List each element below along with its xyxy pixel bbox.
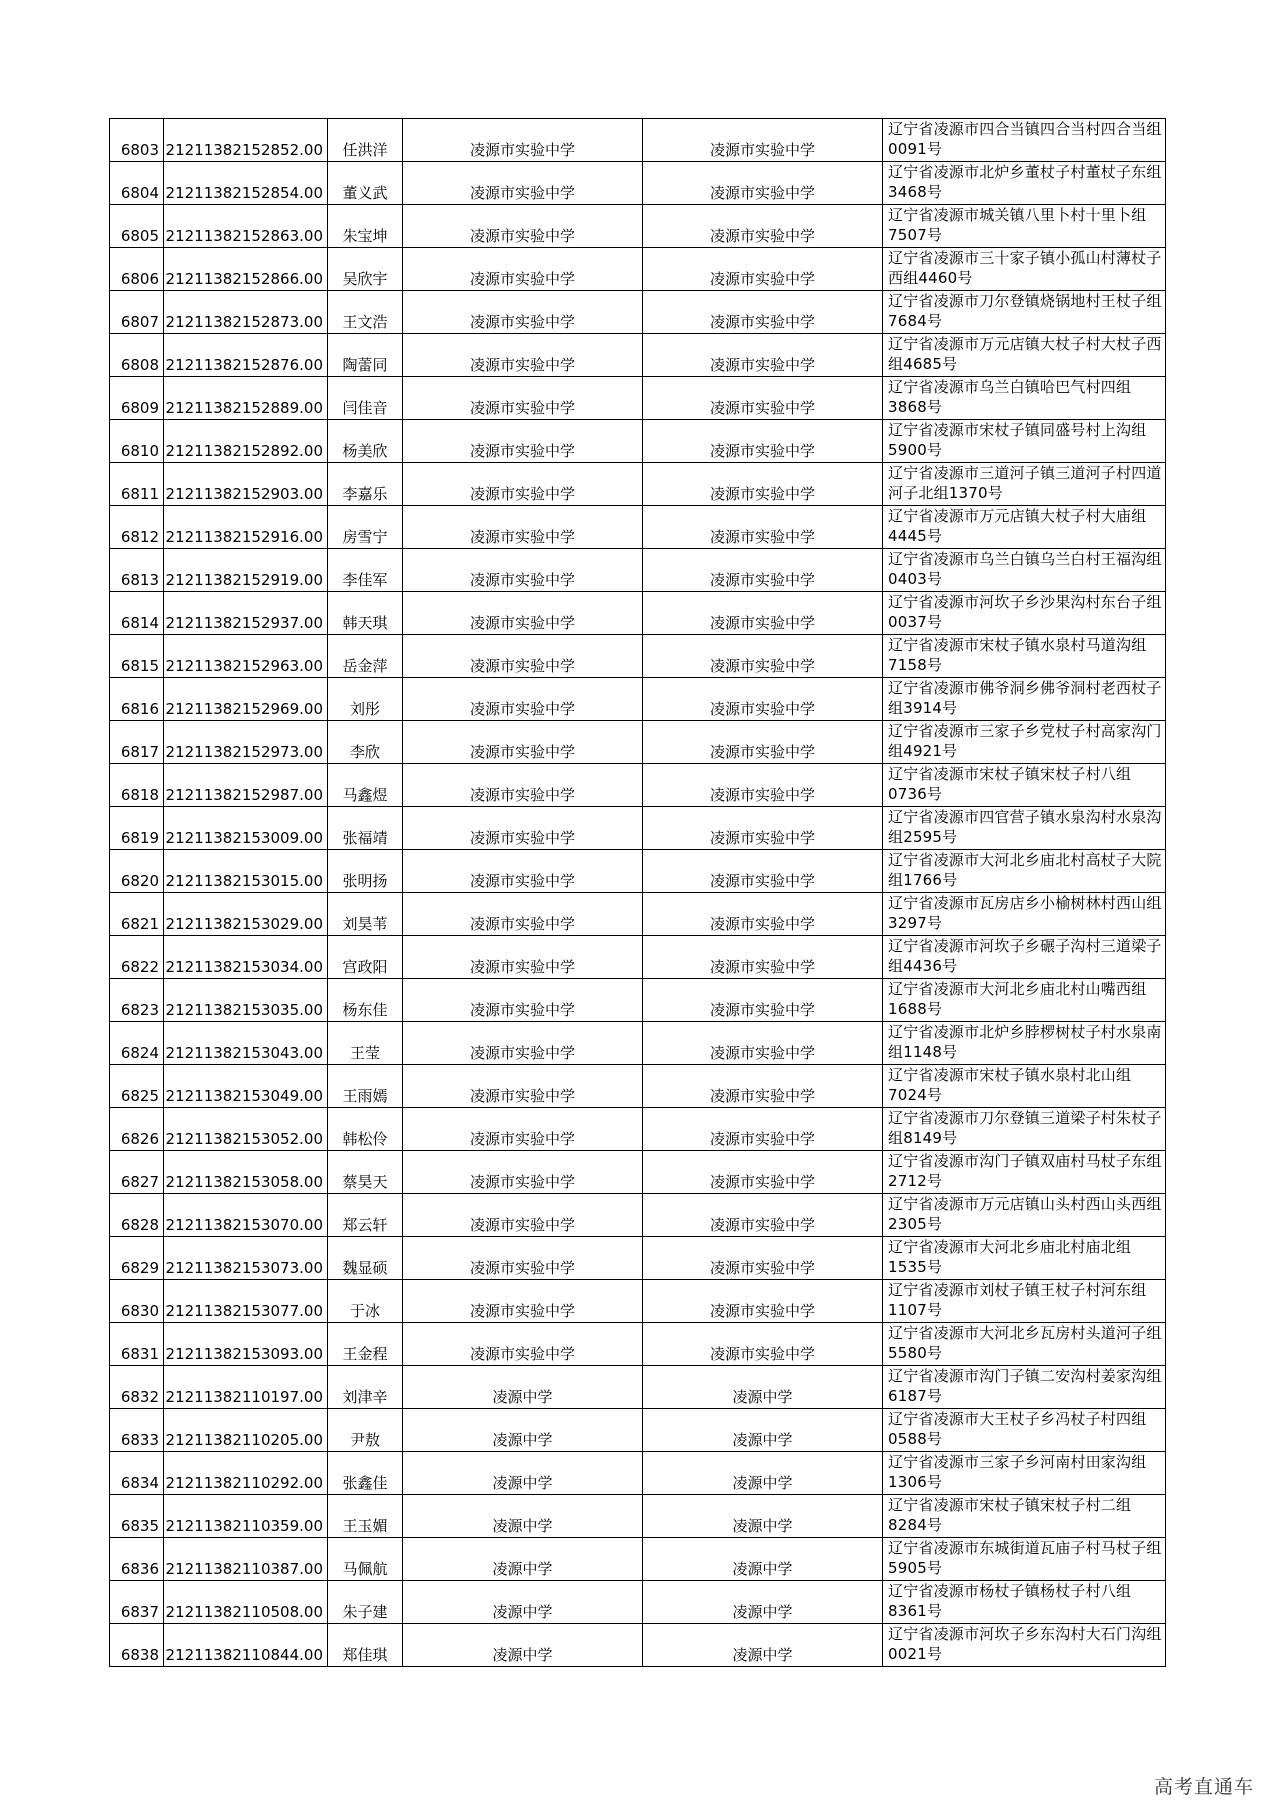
table-row	[110, 162, 1166, 205]
student-name-cell: 朱子建	[328, 1581, 403, 1624]
row-number-cell: 6811	[110, 463, 164, 506]
home-address-cell: 辽宁省凌源市刘杖子镇王杖子村河东组1107号	[883, 1280, 1166, 1323]
row-number-cell: 6825	[110, 1065, 164, 1108]
school-name-2-cell: 凌源市实验中学	[643, 377, 883, 420]
exam-id-cell: 21211382153049.00	[164, 1065, 328, 1108]
school-name-cell: 凌源市实验中学	[403, 1022, 643, 1065]
student-name-cell: 陶蕾同	[328, 334, 403, 377]
student-name-cell: 刘彤	[328, 678, 403, 721]
exam-id-cell: 21211382110508.00	[164, 1581, 328, 1624]
row-number-cell: 6818	[110, 764, 164, 807]
student-name-cell: 郑佳琪	[328, 1624, 403, 1667]
student-name-cell: 王金程	[328, 1323, 403, 1366]
school-name-cell: 凌源市实验中学	[403, 291, 643, 334]
exam-id-cell: 21211382110292.00	[164, 1452, 328, 1495]
student-name-cell: 王雨嫣	[328, 1065, 403, 1108]
school-name-cell: 凌源市实验中学	[403, 1280, 643, 1323]
student-name-cell: 蔡昊天	[328, 1151, 403, 1194]
student-name-cell: 尹敖	[328, 1409, 403, 1452]
student-name-cell: 李佳军	[328, 549, 403, 592]
row-number-cell: 6817	[110, 721, 164, 764]
school-name-cell: 凌源市实验中学	[403, 850, 643, 893]
exam-id-cell: 21211382152854.00	[164, 162, 328, 205]
table-row	[110, 1194, 1166, 1237]
school-name-2-cell: 凌源市实验中学	[643, 420, 883, 463]
home-address-cell: 辽宁省凌源市三道河子镇三道河子村四道河子北组1370号	[883, 463, 1166, 506]
school-name-cell: 凌源中学	[403, 1452, 643, 1495]
school-name-cell: 凌源市实验中学	[403, 893, 643, 936]
home-address-cell: 辽宁省凌源市乌兰白镇乌兰白村王福沟组0403号	[883, 549, 1166, 592]
home-address-cell: 辽宁省凌源市四官营子镇水泉沟村水泉沟组2595号	[883, 807, 1166, 850]
roster-body	[110, 119, 1166, 1667]
table-row	[110, 1581, 1166, 1624]
school-name-2-cell: 凌源市实验中学	[643, 334, 883, 377]
table-row	[110, 721, 1166, 764]
row-number-cell: 6810	[110, 420, 164, 463]
roster-table	[109, 118, 1166, 1667]
home-address-cell: 辽宁省凌源市三十家子镇小孤山村薄杖子西组4460号	[883, 248, 1166, 291]
row-number-cell: 6827	[110, 1151, 164, 1194]
student-name-cell: 王莹	[328, 1022, 403, 1065]
student-name-cell: 魏显硕	[328, 1237, 403, 1280]
home-address-cell: 辽宁省凌源市乌兰白镇哈巴气村四组3868号	[883, 377, 1166, 420]
school-name-cell: 凌源市实验中学	[403, 936, 643, 979]
student-name-cell: 马鑫煜	[328, 764, 403, 807]
exam-id-cell: 21211382152873.00	[164, 291, 328, 334]
school-name-cell: 凌源市实验中学	[403, 1323, 643, 1366]
row-number-cell: 6804	[110, 162, 164, 205]
table-row	[110, 893, 1166, 936]
row-number-cell: 6835	[110, 1495, 164, 1538]
school-name-cell: 凌源市实验中学	[403, 506, 643, 549]
table-row	[110, 1151, 1166, 1194]
school-name-2-cell: 凌源市实验中学	[643, 463, 883, 506]
exam-id-cell: 21211382153052.00	[164, 1108, 328, 1151]
student-name-cell: 李嘉乐	[328, 463, 403, 506]
exam-id-cell: 21211382153093.00	[164, 1323, 328, 1366]
student-name-cell: 张明扬	[328, 850, 403, 893]
exam-id-cell: 21211382153058.00	[164, 1151, 328, 1194]
student-name-cell: 郑云轩	[328, 1194, 403, 1237]
exam-id-cell: 21211382153073.00	[164, 1237, 328, 1280]
school-name-cell: 凌源市实验中学	[403, 1151, 643, 1194]
school-name-cell: 凌源中学	[403, 1624, 643, 1667]
row-number-cell: 6813	[110, 549, 164, 592]
school-name-2-cell: 凌源市实验中学	[643, 205, 883, 248]
home-address-cell: 辽宁省凌源市大王杖子乡冯杖子村四组0588号	[883, 1409, 1166, 1452]
exam-id-cell: 21211382152866.00	[164, 248, 328, 291]
student-name-cell: 岳金萍	[328, 635, 403, 678]
student-name-cell: 杨东佳	[328, 979, 403, 1022]
home-address-cell: 辽宁省凌源市北炉乡脖椤树杖子村水泉南组1148号	[883, 1022, 1166, 1065]
school-name-2-cell: 凌源市实验中学	[643, 721, 883, 764]
table-row	[110, 936, 1166, 979]
school-name-cell: 凌源市实验中学	[403, 1194, 643, 1237]
home-address-cell: 辽宁省凌源市宋杖子镇同盛号村上沟组5900号	[883, 420, 1166, 463]
student-name-cell: 任洪洋	[328, 119, 403, 162]
table-row	[110, 291, 1166, 334]
school-name-2-cell: 凌源市实验中学	[643, 291, 883, 334]
school-name-cell: 凌源市实验中学	[403, 764, 643, 807]
row-number-cell: 6821	[110, 893, 164, 936]
school-name-2-cell: 凌源市实验中学	[643, 506, 883, 549]
table-row	[110, 420, 1166, 463]
student-name-cell: 杨美欣	[328, 420, 403, 463]
school-name-2-cell: 凌源中学	[643, 1538, 883, 1581]
student-name-cell: 韩松伶	[328, 1108, 403, 1151]
table-row	[110, 1452, 1166, 1495]
student-name-cell: 闫佳音	[328, 377, 403, 420]
exam-id-cell: 21211382153009.00	[164, 807, 328, 850]
school-name-cell: 凌源市实验中学	[403, 248, 643, 291]
student-name-cell: 董义武	[328, 162, 403, 205]
table-row	[110, 678, 1166, 721]
row-number-cell: 6807	[110, 291, 164, 334]
home-address-cell: 辽宁省凌源市东城街道瓦庙子村马杖子组5905号	[883, 1538, 1166, 1581]
table-row	[110, 592, 1166, 635]
exam-id-cell: 21211382153043.00	[164, 1022, 328, 1065]
school-name-2-cell: 凌源市实验中学	[643, 1237, 883, 1280]
student-name-cell: 宫政阳	[328, 936, 403, 979]
school-name-2-cell: 凌源市实验中学	[643, 1323, 883, 1366]
school-name-cell: 凌源市实验中学	[403, 334, 643, 377]
exam-id-cell: 21211382110205.00	[164, 1409, 328, 1452]
exam-id-cell: 21211382153077.00	[164, 1280, 328, 1323]
school-name-2-cell: 凌源市实验中学	[643, 162, 883, 205]
school-name-2-cell: 凌源中学	[643, 1409, 883, 1452]
row-number-cell: 6808	[110, 334, 164, 377]
home-address-cell: 辽宁省凌源市宋杖子镇水泉村北山组7024号	[883, 1065, 1166, 1108]
home-address-cell: 辽宁省凌源市沟门子镇双庙村马杖子东组2712号	[883, 1151, 1166, 1194]
exam-id-cell: 21211382153015.00	[164, 850, 328, 893]
school-name-cell: 凌源中学	[403, 1581, 643, 1624]
table-row	[110, 1108, 1166, 1151]
table-row	[110, 334, 1166, 377]
home-address-cell: 辽宁省凌源市大河北乡庙北村山嘴西组1688号	[883, 979, 1166, 1022]
school-name-cell: 凌源市实验中学	[403, 420, 643, 463]
home-address-cell: 辽宁省凌源市三家子乡党杖子村高家沟门组4921号	[883, 721, 1166, 764]
home-address-cell: 辽宁省凌源市河坎子乡东沟村大石门沟组0021号	[883, 1624, 1166, 1667]
table-row	[110, 549, 1166, 592]
table-row	[110, 1280, 1166, 1323]
school-name-cell: 凌源市实验中学	[403, 592, 643, 635]
row-number-cell: 6820	[110, 850, 164, 893]
school-name-2-cell: 凌源中学	[643, 1452, 883, 1495]
exam-id-cell: 21211382152892.00	[164, 420, 328, 463]
school-name-2-cell: 凌源中学	[643, 1495, 883, 1538]
exam-id-cell: 21211382152919.00	[164, 549, 328, 592]
home-address-cell: 辽宁省凌源市宋杖子镇宋杖子村八组0736号	[883, 764, 1166, 807]
school-name-2-cell: 凌源市实验中学	[643, 592, 883, 635]
school-name-cell: 凌源市实验中学	[403, 549, 643, 592]
home-address-cell: 辽宁省凌源市河坎子乡碾子沟村三道梁子组4436号	[883, 936, 1166, 979]
student-name-cell: 于冰	[328, 1280, 403, 1323]
row-number-cell: 6837	[110, 1581, 164, 1624]
row-number-cell: 6814	[110, 592, 164, 635]
home-address-cell: 辽宁省凌源市万元店镇大杖子村大杖子西组4685号	[883, 334, 1166, 377]
row-number-cell: 6829	[110, 1237, 164, 1280]
home-address-cell: 辽宁省凌源市大河北乡庙北村庙北组1535号	[883, 1237, 1166, 1280]
home-address-cell: 辽宁省凌源市宋杖子镇宋杖子村二组8284号	[883, 1495, 1166, 1538]
school-name-2-cell: 凌源市实验中学	[643, 936, 883, 979]
exam-id-cell: 21211382152963.00	[164, 635, 328, 678]
row-number-cell: 6809	[110, 377, 164, 420]
row-number-cell: 6830	[110, 1280, 164, 1323]
row-number-cell: 6823	[110, 979, 164, 1022]
exam-id-cell: 21211382110359.00	[164, 1495, 328, 1538]
exam-id-cell: 21211382152852.00	[164, 119, 328, 162]
home-address-cell: 辽宁省凌源市城关镇八里卜村十里卜组7507号	[883, 205, 1166, 248]
home-address-cell: 辽宁省凌源市佛爷洞乡佛爷洞村老西杖子组3914号	[883, 678, 1166, 721]
school-name-cell: 凌源中学	[403, 1538, 643, 1581]
school-name-2-cell: 凌源市实验中学	[643, 764, 883, 807]
exam-id-cell: 21211382153029.00	[164, 893, 328, 936]
school-name-cell: 凌源市实验中学	[403, 377, 643, 420]
home-address-cell: 辽宁省凌源市宋杖子镇水泉村马道沟组7158号	[883, 635, 1166, 678]
watermark: 高考直通车	[1153, 1776, 1254, 1798]
school-name-2-cell: 凌源中学	[643, 1624, 883, 1667]
home-address-cell: 辽宁省凌源市大河北乡瓦房村头道河子组5580号	[883, 1323, 1166, 1366]
table-row	[110, 248, 1166, 291]
row-number-cell: 6831	[110, 1323, 164, 1366]
row-number-cell: 6834	[110, 1452, 164, 1495]
school-name-cell: 凌源市实验中学	[403, 807, 643, 850]
school-name-2-cell: 凌源市实验中学	[643, 1194, 883, 1237]
home-address-cell: 辽宁省凌源市北炉乡董杖子村董杖子东组3468号	[883, 162, 1166, 205]
exam-id-cell: 21211382153070.00	[164, 1194, 328, 1237]
school-name-2-cell: 凌源市实验中学	[643, 1108, 883, 1151]
school-name-2-cell: 凌源市实验中学	[643, 1065, 883, 1108]
home-address-cell: 辽宁省凌源市三家子乡河南村田家沟组1306号	[883, 1452, 1166, 1495]
school-name-2-cell: 凌源市实验中学	[643, 979, 883, 1022]
student-name-cell: 刘昊苇	[328, 893, 403, 936]
exam-id-cell: 21211382110844.00	[164, 1624, 328, 1667]
school-name-2-cell: 凌源市实验中学	[643, 119, 883, 162]
row-number-cell: 6832	[110, 1366, 164, 1409]
school-name-cell: 凌源市实验中学	[403, 162, 643, 205]
exam-id-cell: 21211382110387.00	[164, 1538, 328, 1581]
school-name-cell: 凌源市实验中学	[403, 119, 643, 162]
exam-id-cell: 21211382153035.00	[164, 979, 328, 1022]
home-address-cell: 辽宁省凌源市沟门子镇二安沟村姜家沟组6187号	[883, 1366, 1166, 1409]
student-name-cell: 王玉媚	[328, 1495, 403, 1538]
school-name-2-cell: 凌源市实验中学	[643, 1280, 883, 1323]
exam-id-cell: 21211382152969.00	[164, 678, 328, 721]
exam-id-cell: 21211382152876.00	[164, 334, 328, 377]
school-name-cell: 凌源市实验中学	[403, 205, 643, 248]
home-address-cell: 辽宁省凌源市瓦房店乡小榆树林村西山组3297号	[883, 893, 1166, 936]
table-row	[110, 205, 1166, 248]
student-name-cell: 韩天琪	[328, 592, 403, 635]
school-name-2-cell: 凌源中学	[643, 1581, 883, 1624]
table-row	[110, 807, 1166, 850]
home-address-cell: 辽宁省凌源市大河北乡庙北村高杖子大院组1766号	[883, 850, 1166, 893]
table-row	[110, 1022, 1166, 1065]
school-name-2-cell: 凌源市实验中学	[643, 1151, 883, 1194]
table-row	[110, 1237, 1166, 1280]
table-row	[110, 1323, 1166, 1366]
table-row	[110, 850, 1166, 893]
student-name-cell: 张福靖	[328, 807, 403, 850]
table-row	[110, 979, 1166, 1022]
table-row	[110, 506, 1166, 549]
table-row	[110, 635, 1166, 678]
school-name-cell: 凌源市实验中学	[403, 1237, 643, 1280]
school-name-cell: 凌源中学	[403, 1409, 643, 1452]
home-address-cell: 辽宁省凌源市四合当镇四合当村四合当组0091号	[883, 119, 1166, 162]
student-name-cell: 张鑫佳	[328, 1452, 403, 1495]
school-name-cell: 凌源市实验中学	[403, 678, 643, 721]
school-name-2-cell: 凌源市实验中学	[643, 1022, 883, 1065]
home-address-cell: 辽宁省凌源市刀尔登镇烧锅地村王杖子组7684号	[883, 291, 1166, 334]
home-address-cell: 辽宁省凌源市万元店镇大杖子村大庙组4445号	[883, 506, 1166, 549]
school-name-cell: 凌源市实验中学	[403, 721, 643, 764]
row-number-cell: 6803	[110, 119, 164, 162]
student-name-cell: 李欣	[328, 721, 403, 764]
school-name-2-cell: 凌源市实验中学	[643, 635, 883, 678]
exam-id-cell: 21211382110197.00	[164, 1366, 328, 1409]
table-row	[110, 1065, 1166, 1108]
row-number-cell: 6812	[110, 506, 164, 549]
table-row	[110, 764, 1166, 807]
school-name-cell: 凌源市实验中学	[403, 979, 643, 1022]
student-name-cell: 房雪宁	[328, 506, 403, 549]
row-number-cell: 6836	[110, 1538, 164, 1581]
exam-id-cell: 21211382152937.00	[164, 592, 328, 635]
home-address-cell: 辽宁省凌源市万元店镇山头村西山头西组2305号	[883, 1194, 1166, 1237]
table-row	[110, 463, 1166, 506]
exam-id-cell: 21211382152889.00	[164, 377, 328, 420]
table-row	[110, 1409, 1166, 1452]
table-row	[110, 1366, 1166, 1409]
student-name-cell: 朱宝坤	[328, 205, 403, 248]
exam-id-cell: 21211382152916.00	[164, 506, 328, 549]
row-number-cell: 6826	[110, 1108, 164, 1151]
school-name-cell: 凌源市实验中学	[403, 463, 643, 506]
school-name-cell: 凌源市实验中学	[403, 1108, 643, 1151]
row-number-cell: 6833	[110, 1409, 164, 1452]
home-address-cell: 辽宁省凌源市杨杖子镇杨杖子村八组8361号	[883, 1581, 1166, 1624]
table-row	[110, 1538, 1166, 1581]
school-name-2-cell: 凌源市实验中学	[643, 850, 883, 893]
row-number-cell: 6806	[110, 248, 164, 291]
row-number-cell: 6816	[110, 678, 164, 721]
school-name-2-cell: 凌源市实验中学	[643, 678, 883, 721]
school-name-2-cell: 凌源市实验中学	[643, 893, 883, 936]
row-number-cell: 6828	[110, 1194, 164, 1237]
school-name-cell: 凌源中学	[403, 1366, 643, 1409]
row-number-cell: 6819	[110, 807, 164, 850]
row-number-cell: 6838	[110, 1624, 164, 1667]
row-number-cell: 6805	[110, 205, 164, 248]
home-address-cell: 辽宁省凌源市河坎子乡沙果沟村东台子组0037号	[883, 592, 1166, 635]
row-number-cell: 6824	[110, 1022, 164, 1065]
exam-id-cell: 21211382152987.00	[164, 764, 328, 807]
table-row	[110, 119, 1166, 162]
school-name-2-cell: 凌源市实验中学	[643, 807, 883, 850]
school-name-2-cell: 凌源中学	[643, 1366, 883, 1409]
school-name-2-cell: 凌源市实验中学	[643, 248, 883, 291]
school-name-cell: 凌源中学	[403, 1495, 643, 1538]
row-number-cell: 6815	[110, 635, 164, 678]
student-name-cell: 马佩航	[328, 1538, 403, 1581]
table-row	[110, 1624, 1166, 1667]
school-name-cell: 凌源市实验中学	[403, 635, 643, 678]
row-number-cell: 6822	[110, 936, 164, 979]
table-row	[110, 1495, 1166, 1538]
exam-id-cell: 21211382152973.00	[164, 721, 328, 764]
student-name-cell: 刘津辛	[328, 1366, 403, 1409]
home-address-cell: 辽宁省凌源市刀尔登镇三道梁子村朱杖子组8149号	[883, 1108, 1166, 1151]
school-name-2-cell: 凌源市实验中学	[643, 549, 883, 592]
exam-id-cell: 21211382152863.00	[164, 205, 328, 248]
student-name-cell: 吴欣宇	[328, 248, 403, 291]
exam-id-cell: 21211382153034.00	[164, 936, 328, 979]
student-name-cell: 王文浩	[328, 291, 403, 334]
table-row	[110, 377, 1166, 420]
exam-id-cell: 21211382152903.00	[164, 463, 328, 506]
school-name-cell: 凌源市实验中学	[403, 1065, 643, 1108]
